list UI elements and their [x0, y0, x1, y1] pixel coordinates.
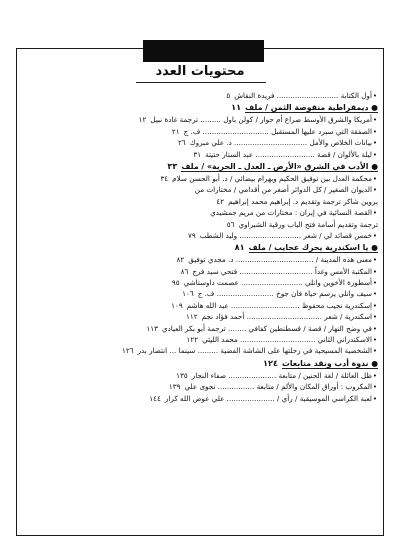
- bullet-icon: •: [372, 127, 378, 136]
- toc-entry-text: ● ديمقراطية منقوصة الثمن / ملف: [245, 103, 378, 113]
- toc-page-number: ٣٣: [167, 160, 178, 171]
- toc-section-heading: [22, 101, 378, 114]
- toc-entry: [22, 184, 378, 195]
- toc-entry: [22, 149, 378, 160]
- toc-entry-text: لعبة الكراسي الموسيقية / رأي / ..................... علي عوض الله كرار: [164, 393, 372, 403]
- toc-entry: [22, 370, 378, 381]
- toc-entry-text: الشخصية المسيحية في رحلتها على الشاشة الفضية ......... سينما ... انتصار بدر: [137, 346, 372, 356]
- header-black-bar: [143, 40, 264, 62]
- bullet-icon: •: [372, 336, 378, 345]
- toc-page-number: ٣٤: [160, 173, 169, 183]
- toc-entry: [22, 114, 378, 125]
- bullet-icon: •: [372, 116, 378, 125]
- bullet-icon: •: [372, 186, 378, 195]
- toc-page-number: ١٢: [138, 115, 147, 125]
- toc-entry-text: بيانات الخلاص والأمل ................................ د. علي مبروك: [189, 138, 372, 148]
- toc-entry: [22, 345, 378, 356]
- toc-section-heading: [22, 160, 378, 173]
- toc-entry: [22, 300, 378, 311]
- toc-entry: [22, 266, 378, 277]
- toc-entry-text: ● يا اسكندرية يحرك عجايب / ملف: [248, 243, 378, 253]
- bullet-icon: •: [372, 301, 378, 310]
- toc-section-heading: [22, 241, 378, 254]
- toc-entry: [22, 288, 378, 299]
- bullet-icon: •: [372, 290, 378, 299]
- toc-entry-text: إسكندرية نجيب محفوظ .............................. عبد الله هاشم: [186, 300, 372, 310]
- toc-entry: [22, 90, 378, 101]
- table-of-contents: [22, 90, 378, 404]
- toc-page-number: ٥٦: [226, 219, 235, 229]
- toc-entry: [22, 254, 378, 265]
- bullet-icon: •: [372, 383, 378, 392]
- toc-entry: [22, 393, 378, 404]
- toc-entry-text: المكتبة الأمس وغداً ................................ فتحي سيد فرج: [192, 266, 372, 276]
- toc-page-number: ٨١: [234, 242, 245, 253]
- toc-page-number: ١٣٩: [168, 382, 181, 392]
- toc-entry: [22, 207, 378, 218]
- toc-entry-text: ● ندوة أدب ونقد متابعات: [282, 358, 378, 368]
- bullet-icon: •: [372, 279, 378, 288]
- toc-page-number: ١٠٦: [182, 289, 194, 299]
- toc-entry-text: أسطورة الأخوين وانلي ........................... عصمت داوستاشي: [183, 278, 372, 288]
- toc-entry-text: أمريكا والشرق الأوسط صراع أم حوار / كولن باول ......... ترجمة غادة نبيل: [150, 115, 372, 125]
- toc-entry-text: الديوان الصغير / كل الدوائر أصغر من أقدامي / مختارات من: [194, 185, 372, 195]
- toc-section-heading: [22, 357, 378, 370]
- toc-page-number: ١٢٢: [186, 335, 199, 345]
- bullet-icon: •: [372, 139, 378, 148]
- toc-page-number: ١١٢: [186, 312, 198, 322]
- toc-entry: [22, 137, 378, 148]
- toc-entry-text: القصة النسائية في إيران : مختارات من مريم جمشيدي: [210, 208, 372, 218]
- toc-page-number: ٢١: [171, 126, 180, 136]
- toc-entry: [22, 230, 378, 241]
- toc-page-number: ٢٦: [177, 138, 186, 148]
- toc-page-number: ٧٩: [187, 230, 196, 240]
- toc-entry-text: أول الكتابة ........................... فريدة النقاش: [234, 91, 372, 100]
- toc-entry-text: في وضح النهار / قصة / قسطنطين كفافي ........ ترجمة أبو بكر العيادي: [161, 323, 372, 333]
- toc-page-number: ٤٢: [216, 196, 225, 206]
- bullet-icon: •: [372, 394, 378, 403]
- toc-entry: [22, 381, 378, 392]
- toc-entry-text: خمس قصائد لي / شعر ........................... وليد الشطب: [199, 230, 372, 240]
- bullet-icon: •: [372, 256, 378, 265]
- toc-entry-text: ظل العائلة / لغة الحنين / متابعة ..................... صفاء النجار: [191, 370, 372, 380]
- toc-page-number: ١٤٤: [149, 393, 161, 403]
- toc-page-number: ٣١: [193, 149, 202, 159]
- toc-page-number: ٥: [226, 91, 231, 100]
- toc-entry: [22, 277, 378, 288]
- bullet-icon: •: [372, 371, 378, 380]
- bullet-icon: •: [372, 231, 378, 240]
- toc-page-number: ٨٢: [176, 255, 185, 265]
- toc-page-number: ٨٦: [180, 266, 189, 276]
- toc-entry-text: ترجمة وتقديم أسامة فتح الباب ورقية الشبراوي: [238, 219, 378, 229]
- bullet-icon: •: [372, 267, 378, 276]
- toc-entry-text: ● الأدب في الشرق «الأرض ـ العدل ـ الحرية» / ملف: [181, 161, 378, 171]
- toc-entry-text: الصفقة التي سيرد عليها المستقبل ............................. ف. ج: [183, 126, 372, 136]
- bullet-icon: •: [372, 347, 378, 356]
- toc-page-number: ١٢٦: [121, 346, 134, 356]
- bullet-icon: •: [372, 324, 378, 333]
- title-underline: [136, 82, 266, 83]
- toc-page-number: ١٠٩: [171, 300, 183, 310]
- toc-entry-text: سيف وانلي يرسم حياة فان جوخ ......................... ف. ج: [197, 289, 372, 299]
- bullet-icon: •: [372, 174, 378, 183]
- toc-page-number: ١١٣: [146, 323, 158, 333]
- toc-page-number: ٩٥: [171, 278, 180, 288]
- toc-entry: [22, 323, 378, 334]
- bullet-icon: •: [372, 313, 378, 322]
- page-title: محتويات العدد: [155, 64, 245, 79]
- bullet-icon: •: [372, 209, 378, 218]
- toc-page-number: ١٣٥: [176, 370, 188, 380]
- toc-entry-text: محكمة العدل بين توفيق الحكيم وبهرام بيضائي / د. أبو الحسن سلام: [172, 173, 372, 183]
- toc-page-number: ١٢٤: [263, 357, 279, 368]
- toc-entry-text: اسكندرية / شعر ................................. أحمد فؤاد نجم: [201, 312, 372, 322]
- toc-entry: [22, 196, 378, 207]
- toc-entry-text: معنى هذه المدينة / .................................. د. مجدي توفيق: [188, 255, 372, 265]
- toc-entry-text: بروين شاكر ترجمة وتقديم د. إبراهيم محمد إبراهيم: [228, 196, 378, 206]
- toc-entry: [22, 311, 378, 322]
- bullet-icon: •: [372, 92, 378, 100]
- bullet-icon: •: [372, 150, 378, 159]
- toc-entry: [22, 126, 378, 137]
- toc-page-number: ١١: [231, 102, 242, 113]
- toc-entry-text: ليلة بالألوان / قصة .......................... عبد الستار حتيتة: [205, 149, 372, 159]
- toc-entry-text: المكروب : أوراق المكان والألم / متابعة ................ نجوى علي: [184, 382, 372, 392]
- toc-entry: [22, 219, 378, 230]
- toc-entry: [22, 173, 378, 184]
- toc-entry: [22, 334, 378, 345]
- toc-entry-text: الاسكندراني الثاني ................................. محمد الليثي: [202, 335, 372, 345]
